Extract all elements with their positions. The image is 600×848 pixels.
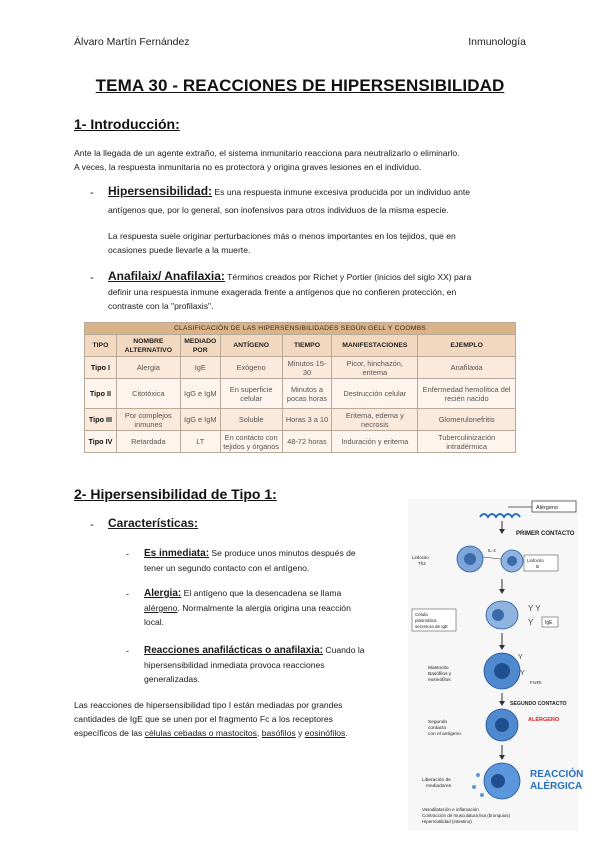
b-nucleus — [507, 556, 517, 566]
th2-label-a: Linfocito — [412, 555, 429, 560]
hyper-line-2: antígenos que, por lo general, son inofensivos para otros individuos de la misma especie. — [108, 205, 449, 215]
table-header: TIPO — [85, 335, 117, 357]
first-contact-label: PRIMER CONTACTO — [516, 531, 575, 537]
table-cell: Glomerulonefritis — [418, 409, 516, 431]
table-cell: IgG e IgM — [180, 379, 220, 409]
author-name: Álvaro Martín Fernández — [74, 36, 190, 48]
masto-label-c: eosinófilos — [428, 678, 451, 683]
hyper-line-4: ocasiones puede llevarle a la muerte. — [108, 245, 251, 255]
bullet-dash: - — [126, 589, 129, 599]
basofilos-link: basófilos — [261, 728, 296, 738]
gell-coombs-table — [84, 322, 516, 453]
granule — [472, 785, 476, 789]
bullet-dash: - — [90, 272, 94, 284]
th2-nucleus — [464, 553, 476, 565]
table-cell: Tipo III — [85, 409, 117, 431]
section1-heading: 1- Introducción: — [74, 116, 180, 132]
para-comma: , — [256, 728, 260, 738]
allergen-red-label: ALÉRGENO — [528, 717, 560, 723]
anaf-line-3: contraste con la "profilaxis". — [108, 301, 214, 311]
table-row — [85, 431, 516, 453]
degranulating-nucleus — [491, 774, 505, 788]
plasma-label-c: secretora de IgE — [415, 624, 449, 629]
para-end: . — [345, 728, 348, 738]
table-cell: Enfermedad hemolítica del recién nacido — [418, 379, 516, 409]
alergeno-word: alérgeno — [144, 603, 178, 613]
hyper-text-1: Es una respuesta inmune excesiva producida por un individuo ante — [214, 187, 471, 197]
alergia-text-1: El antígeno que la desencadena se llama — [183, 588, 342, 598]
table-cell: Citotóxica — [116, 379, 180, 409]
table-cell: En superficie celular — [220, 379, 282, 409]
second-contact-label: SEGUNDO CONTACTO — [510, 701, 567, 707]
page-header — [74, 36, 526, 50]
table-cell: Soluble — [220, 409, 282, 431]
table-cell: LT — [180, 431, 220, 453]
caract-term: Características: — [108, 516, 199, 530]
hypersensitivity-diagram — [408, 499, 584, 831]
anaf-text-1: Términos creados por Richet y Portier (inicios del siglo XX) para — [227, 272, 472, 282]
para-line-2: cantidades de IgE que se unen por el fragmento Fc a los receptores — [74, 714, 333, 724]
table-header: TIEMPO — [282, 335, 332, 357]
para-line-3 — [74, 726, 348, 740]
para-line-1: Las reacciones de hipersensibilidad tipo I están mediadas por grandes — [74, 700, 343, 710]
table-cell: IgE — [180, 357, 220, 379]
table-row — [85, 409, 516, 431]
foot-label-3: Hipermotilidad (intestino) — [422, 819, 472, 824]
alergia-line-2 — [144, 601, 351, 615]
bullet-dash: - — [90, 519, 94, 531]
b-label-a: Linfocito — [527, 558, 544, 563]
reacciones-tail: Cuando la — [325, 645, 365, 655]
intro-line-2: A veces, la respuesta inmunitaria no es protectora y origina graves lesiones en el individuo. — [74, 162, 422, 172]
alergia-line-1 — [144, 586, 341, 601]
ige-label: IgE — [545, 620, 553, 626]
seg-label-c: con el antígeno — [428, 732, 461, 737]
receptor-icon: Y — [520, 670, 525, 677]
table-cell: IgG e IgM — [180, 409, 220, 431]
seg-label-a: Segundo — [428, 720, 448, 725]
table-cell: Tuberculinización intradérmica — [418, 431, 516, 453]
table-cell: Eritema, edema y necrosis — [332, 409, 418, 431]
table-cell: En contacto con tejidos y órganos — [220, 431, 282, 453]
inmediata-line-1 — [144, 546, 356, 561]
masto-label-b: Basófilos y — [428, 672, 452, 677]
antibody-icon: Y Y — [528, 604, 541, 613]
table-cell: Por complejos inmunes — [116, 409, 180, 431]
table-row — [85, 379, 516, 409]
masto-label-a: Mastocito — [428, 666, 449, 671]
inmediata-term: Es inmediata: — [144, 548, 210, 559]
caract-line — [108, 516, 198, 531]
hyper-line-3: La respuesta suele originar perturbaciones más o menos importantes en los tejidos, que en — [108, 231, 456, 241]
table-header: NOMBRE ALTERNATIVO — [116, 335, 180, 357]
table-cell: Tipo I — [85, 357, 117, 379]
granule — [480, 793, 484, 797]
reacciones-line-3: generalizadas. — [144, 674, 200, 684]
allergen-label: Alérgeno — [536, 505, 559, 511]
plasma-label-a: Célula — [415, 612, 428, 617]
table-cell: Alergia — [116, 357, 180, 379]
table-cell: Horas 3 a 10 — [282, 409, 332, 431]
b-label-b: B — [536, 564, 540, 569]
seg-label-b: contacto — [428, 726, 447, 731]
alergia-term: Alergia: — [144, 588, 182, 599]
section2-heading: 2- Hipersensibilidad de Tipo 1: — [74, 486, 277, 502]
receptor-icon: Y — [518, 654, 523, 661]
table-cell: Tipo IV — [85, 431, 117, 453]
table-header: MANIFESTACIONES — [332, 335, 418, 357]
table-cell: Picor, hinchazón, eritema — [332, 357, 418, 379]
bullet-dash: - — [126, 549, 129, 559]
plasma-label-b: plasmática — [415, 618, 437, 623]
alergia-line-3: local. — [144, 617, 165, 627]
inmediata-line-2: tener un segundo contacto con el antígeno. — [144, 563, 310, 573]
plasma-nucleus — [492, 609, 504, 621]
table-header: EJEMPLO — [418, 335, 516, 357]
th2-label-b: Th2 — [418, 561, 426, 566]
eosinofilos-link: eosinófilos — [304, 728, 346, 738]
reaction-label-b: ALÉRGICA — [530, 781, 583, 792]
intro-line-1: Ante la llegada de un agente extraño, el sistema inmunitario reacciona para neutralizarlo o eliminarlo. — [74, 148, 460, 158]
table-cell: Exógeno — [220, 357, 282, 379]
table-caption: CLASIFICACIÓN DE LAS HIPERSENSIBILIDADES SEGÚN GELL Y COOMBS — [85, 323, 516, 335]
anaf-term: Anafilaix/ Anafilaxia: — [108, 269, 225, 283]
lib-label-a: Liberación de — [422, 778, 451, 783]
table-cell: Retardada — [116, 431, 180, 453]
table-row — [85, 357, 516, 379]
table-header: ANTÍGENO — [220, 335, 282, 357]
para-text-pre: específicos de las — [74, 728, 143, 738]
reacciones-line-2: hipersensibilidad inmediata provoca reacciones — [144, 660, 325, 670]
hyper-line-1 — [108, 184, 470, 199]
hyper-term: Hipersensibilidad: — [108, 184, 213, 198]
mastocyte-nucleus — [494, 663, 510, 679]
table-header: MEDIADO POR — [180, 335, 220, 357]
reaction-label-a: REACCIÓN — [530, 769, 584, 780]
anaf-line-2: definir una respuesta inmune exagerada frente a antígenos que no confieren protección, en — [108, 287, 457, 297]
lib-label-b: mediadores — [426, 784, 452, 789]
reacciones-term: Reacciones anafilácticas o anafilaxia: — [144, 645, 323, 656]
table-cell: Destrucción celular — [332, 379, 418, 409]
para-y: y — [298, 728, 303, 738]
foot-label-1: Vasodilatación e inflamación — [422, 807, 479, 812]
mastocitos-link: células cebadas o mastocitos — [144, 728, 257, 738]
antibody-icon: Y — [528, 618, 534, 627]
table-cell: Minutos a pocas horas — [282, 379, 332, 409]
anaf-line-1 — [108, 269, 471, 284]
table-cell: 48-72 horas — [282, 431, 332, 453]
table-cell: Anafilaxia — [418, 357, 516, 379]
table-cell: Induración y eritema — [332, 431, 418, 453]
il4-label: IL-4 — [488, 548, 496, 553]
bullet-dash: - — [90, 187, 94, 199]
granule — [476, 773, 480, 777]
page-title: TEMA 30 - REACCIONES DE HIPERSENSIBILIDAD — [95, 76, 505, 95]
table-cell: Tipo II — [85, 379, 117, 409]
alergia-text-2: . Normalmente la alergia origina una reacción — [177, 603, 351, 613]
inmediata-text-1: Se produce unos minutos después de — [211, 548, 356, 558]
table-cell: Minutos 15-30 — [282, 357, 332, 379]
activated-nucleus — [495, 718, 509, 732]
fceri-label: FcεRI — [530, 680, 542, 685]
subject-name: Inmunología — [468, 36, 526, 48]
reacciones-line-1 — [144, 643, 365, 658]
bullet-dash: - — [126, 646, 129, 656]
foot-label-2: Contracción de musculatura lisa (bronquios) — [422, 813, 511, 818]
